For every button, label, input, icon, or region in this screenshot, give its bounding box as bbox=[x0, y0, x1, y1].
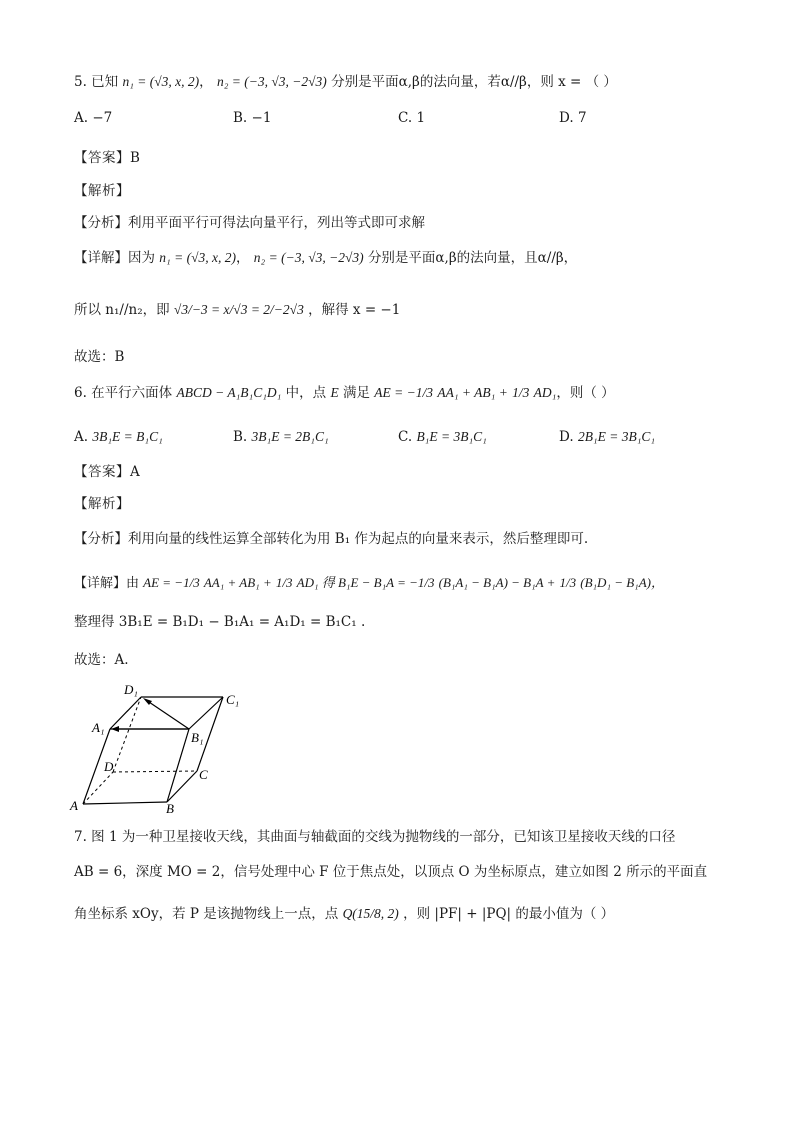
q5-detail-suffix: 分别是平面α,β的法向量，且α//β， bbox=[367, 250, 578, 266]
q6-stem-mid: 中，点 bbox=[285, 385, 327, 401]
edge-a1-d1 bbox=[110, 697, 141, 729]
q6-answer: 【答案】A bbox=[74, 464, 141, 480]
q6-point-e: E bbox=[330, 385, 339, 400]
q6-detail-frac-4: 1/3 bbox=[559, 575, 577, 590]
q6-option-a bbox=[74, 427, 163, 447]
edge-a-b bbox=[83, 802, 167, 804]
q6-detail-frac-3: 1/3 bbox=[417, 575, 435, 590]
q7-line-2: AB = 6，深度 MO = 2，信号处理中心 F 位于焦点处，以顶点 O 为坐标原点，建立如图 2 所示的平面直 bbox=[74, 864, 708, 880]
option-text: −7 bbox=[92, 110, 113, 126]
label-b1: B₁ bbox=[191, 730, 204, 745]
q5-option-a bbox=[74, 108, 112, 128]
q6-stem-prefix: 6. 在平行六面体 bbox=[74, 385, 173, 401]
option-label: B. bbox=[233, 429, 248, 445]
q6-option-d bbox=[559, 427, 655, 447]
q6-frac-1-3: 1/3 bbox=[415, 385, 434, 400]
q5-detail bbox=[74, 248, 577, 268]
label-c: C bbox=[199, 767, 208, 782]
q6-detail-ae: AE = − bbox=[143, 575, 184, 590]
q5-option-b bbox=[233, 108, 271, 128]
option-label: C. bbox=[398, 429, 413, 445]
q5-option-d bbox=[559, 108, 587, 128]
q6-detail-rewrite: AD₁ 得 B₁E − B₁A = − bbox=[296, 575, 418, 590]
option-label: D. bbox=[559, 110, 574, 126]
q5-stem-suffix: 分别是平面α,β的法向量，若α//β，则 x = （ ） bbox=[331, 74, 617, 90]
label-a: A bbox=[70, 798, 78, 813]
q7-point-q: Q(15/8, 2) bbox=[342, 906, 399, 921]
q7-line-3 bbox=[74, 904, 614, 924]
q5-n2: n₂ = (−3, √3, −2√3) bbox=[216, 74, 327, 89]
q6-detail-tail: (B₁D₁ − B₁A)， bbox=[580, 575, 664, 590]
q6-vector-ae: AE = − bbox=[374, 385, 416, 400]
q6-analysis: 【分析】利用向量的线性运算全部转化为用 B₁ 作为起点的向量来表示，然后整理即可. bbox=[74, 531, 589, 547]
label-a1: A₁ bbox=[92, 720, 105, 735]
label-d: D bbox=[104, 759, 114, 774]
q5-sep: ， bbox=[199, 74, 213, 90]
q6-vector-ad1: AD₁ bbox=[533, 385, 557, 400]
parallelepiped-figure bbox=[66, 680, 266, 815]
q6-option-b bbox=[233, 427, 329, 447]
option-label: D. bbox=[559, 429, 574, 445]
q6-detail-frac-1: 1/3 bbox=[183, 575, 200, 590]
q6-detail-frac-2: 1/3 bbox=[275, 575, 293, 590]
q6-stem-suffix: ，则（ ） bbox=[556, 385, 615, 401]
q7-line-3-prefix: 角坐标系 xOy，若 P 是该抛物线上一点，点 bbox=[74, 906, 339, 922]
q5-detail-prefix: 【详解】因为 bbox=[74, 250, 155, 266]
q5-analysis: 【分析】利用平面平行可得法向量平行，列出等式即可求解 bbox=[74, 215, 425, 231]
q6-vector-sum: AA₁ + AB₁ + bbox=[437, 385, 508, 400]
q5-option-c bbox=[398, 108, 425, 128]
q7-line-1: 7. 图 1 为一种卫星接收天线，其曲面与轴截面的交线为抛物线的一部分，已知该卫星接收天线的口径 bbox=[74, 829, 676, 845]
q6-detail-prefix: 【详解】由 bbox=[74, 576, 140, 591]
q6-solid-name: ABCD − A₁B₁C₁D₁ bbox=[176, 385, 282, 400]
label-b: B bbox=[166, 801, 174, 815]
q6-detail-sum: AA₁ + AB₁ + bbox=[203, 575, 272, 590]
option-text: 3B₁E = 2B₁C₁ bbox=[251, 429, 329, 444]
q7-line-3-suffix: ，则 |PF| + |PQ| 的最小值为（ ） bbox=[403, 906, 615, 922]
q5-detail-n1: n₁ = (√3, x, 2) bbox=[159, 250, 236, 265]
q6-stem bbox=[74, 383, 615, 403]
q6-simplify: 整理得 3B₁E = B₁D₁ − B₁A₁ = A₁D₁ = B₁C₁ . bbox=[74, 614, 366, 630]
option-text: 7 bbox=[577, 110, 587, 126]
q6-detail-expand: (B₁A₁ − B₁A) − B₁A + bbox=[438, 575, 556, 590]
q5-stem bbox=[74, 72, 617, 92]
q6-analysis-heading: 【解析】 bbox=[74, 496, 130, 512]
edge-d-d1 bbox=[113, 697, 141, 772]
arrowhead-d1 bbox=[143, 698, 152, 705]
q5-choice: 故选：B bbox=[74, 349, 125, 365]
option-label: B. bbox=[233, 110, 248, 126]
q6-frac-1-3b: 1/3 bbox=[512, 385, 530, 400]
option-text: 2B₁E = 3B₁C₁ bbox=[577, 429, 656, 444]
q5-detail-n2: n₂ = (−3, √3, −2√3) bbox=[253, 250, 364, 265]
q5-detail-sep: ， bbox=[236, 250, 250, 266]
q5-parallel-text: 所以 n₁//n₂，即 bbox=[74, 302, 170, 318]
q5-n1: n₁ = (√3, x, 2) bbox=[122, 74, 200, 89]
q5-fraction-equation: √3/−3 = x/√3 = 2/−2√3 bbox=[173, 302, 304, 317]
q5-stem-prefix: 5. 已知 bbox=[74, 74, 119, 90]
option-text: B₁E = 3B₁C₁ bbox=[416, 429, 487, 444]
option-text: −1 bbox=[251, 110, 272, 126]
q5-parallel-line bbox=[74, 300, 400, 320]
edge-d-c bbox=[113, 771, 197, 772]
q6-choice: 故选：A. bbox=[74, 652, 129, 668]
arrow-b1-d1 bbox=[146, 700, 189, 729]
option-label: A. bbox=[74, 110, 89, 126]
q6-detail bbox=[74, 573, 664, 594]
label-d1: D₁ bbox=[124, 682, 138, 697]
q6-option-c bbox=[398, 427, 487, 447]
edge-a-d bbox=[83, 772, 113, 804]
label-c1: C₁ bbox=[226, 692, 240, 707]
q5-analysis-heading: 【解析】 bbox=[74, 183, 130, 199]
q6-stem-satisfy: 满足 bbox=[343, 385, 370, 401]
q5-answer: 【答案】B bbox=[74, 150, 141, 166]
q5-solution: ，解得 x = −1 bbox=[308, 302, 401, 318]
option-label: C. bbox=[398, 110, 413, 126]
option-text: 1 bbox=[416, 110, 426, 126]
option-label: A. bbox=[74, 429, 89, 445]
option-text: 3B₁E = B₁C₁ bbox=[92, 429, 163, 444]
